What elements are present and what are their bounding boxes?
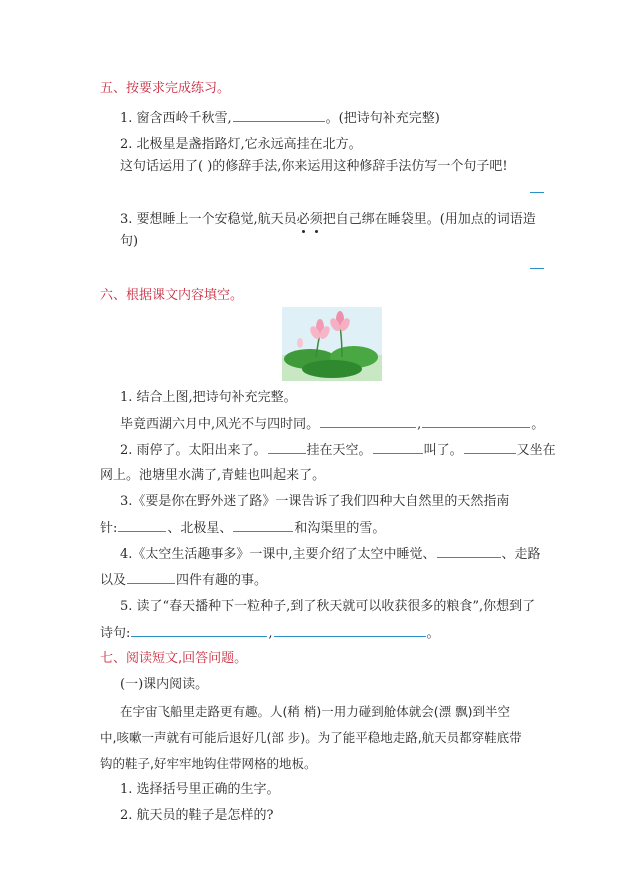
sec6-q1-comma: , bbox=[417, 417, 422, 432]
sec5-q3-dotted-char-1: 必 bbox=[296, 212, 310, 227]
sec5-q3-line1 bbox=[120, 211, 536, 229]
sec6-q2-line2: 网上。池塘里水满了,青蛙也叫起来了。 bbox=[100, 468, 326, 483]
sec6-q5-comma: , bbox=[268, 626, 273, 641]
sec6-q4-blank-1[interactable] bbox=[437, 545, 501, 558]
sec6-q4-line1 bbox=[120, 545, 541, 564]
section-6-title: 六、根据课文内容填空。 bbox=[100, 288, 244, 303]
sec6-q2-text-a1: 2. 雨停了。太阳出来了。 bbox=[120, 443, 267, 458]
sec6-q4-text-b1: 以及 bbox=[100, 573, 127, 588]
sec6-q3-text-b3: 和沟渠里的雪。 bbox=[294, 521, 386, 536]
sec5-q3-text-a1: 3. 要想睡上一个安稳觉,航天员 bbox=[120, 212, 297, 227]
sec6-q5-line2 bbox=[100, 624, 440, 643]
sec6-q4-text-a2: 、走路 bbox=[501, 547, 541, 562]
sec6-q1-line1: 1. 结合上图,把诗句补充完整。 bbox=[120, 390, 297, 405]
sec6-q5-line1: 5. 读了“春天播种下一粒种子,到了秋天就可以收获很多的粮食”,你想到了 bbox=[120, 599, 536, 614]
sec6-q2-blank-2[interactable] bbox=[373, 441, 423, 454]
sec6-q3-blank-2[interactable] bbox=[233, 519, 293, 532]
sec5-q3-line2: 句) bbox=[120, 234, 139, 249]
sec6-q3-line2 bbox=[100, 519, 385, 538]
sec7-q2: 2. 航天员的鞋子是怎样的? bbox=[120, 808, 274, 823]
sec6-q3-line1: 3.《要是你在野外迷了路》一课告诉了我们四种大自然里的天然指南 bbox=[120, 494, 510, 509]
sec5-q3-answer-line[interactable] bbox=[530, 268, 544, 269]
sec5-q1-blank[interactable] bbox=[233, 109, 325, 122]
sec6-q1-line2 bbox=[120, 415, 544, 434]
sec7-q1: 1. 选择括号里正确的生字。 bbox=[120, 782, 280, 797]
lotus-picture-icon bbox=[282, 307, 382, 381]
sec6-q2-text-a2: 挂在天空。 bbox=[306, 443, 372, 458]
sec6-q2-text-a3: 叫了。 bbox=[423, 443, 463, 458]
sec7-passage-line-3: 钩的鞋子,好牢牢地钩住带网格的地板。 bbox=[100, 756, 317, 771]
sec6-q5-blank-2[interactable] bbox=[274, 624, 426, 637]
sec5-q1-text-a: 1. 窗含西岭千秋雪, bbox=[120, 111, 232, 126]
sec6-q2-blank-1[interactable] bbox=[268, 441, 306, 454]
sec6-q4-text-a1: 4.《太空生活趣事多》一课中,主要介绍了太空中睡觉、 bbox=[120, 547, 436, 562]
sec7-passage-line-2: 中,咳嗽一声就有可能后退好几(部 步)。为了能平稳地走路,航天员都穿鞋底带 bbox=[100, 730, 522, 745]
section-7-title: 七、阅读短文,回答问题。 bbox=[100, 651, 248, 666]
sec5-q2-line1: 2. 北极星是盏指路灯,它永远高挂在北方。 bbox=[120, 137, 362, 152]
sec5-q1 bbox=[120, 109, 440, 128]
sec6-q3-text-b1: 针: bbox=[100, 521, 118, 536]
sec6-q5-blank-1[interactable] bbox=[131, 624, 267, 637]
sec5-q3-dotted-char-2: 须 bbox=[309, 212, 323, 227]
sec5-q3-text-a2: 把自己绑在睡袋里。(用加点的词语造 bbox=[322, 212, 536, 227]
sec6-q5-period: 。 bbox=[426, 626, 440, 641]
sec6-q2-text-a4: 又坐在 bbox=[516, 443, 556, 458]
sec6-q1-blank-2[interactable] bbox=[422, 415, 530, 428]
sec7-passage-line-1: 在宇宙飞船里走路更有趣。人(稍 梢)一用力碰到舱体就会(漂 飘)到半空 bbox=[120, 704, 510, 719]
sec6-q1-text: 毕竟西湖六月中,风光不与四时同。 bbox=[120, 417, 320, 432]
sec6-q4-blank-2[interactable] bbox=[127, 571, 175, 584]
sec6-q3-blank-1[interactable] bbox=[118, 519, 166, 532]
sec5-q2-answer-line[interactable] bbox=[530, 192, 544, 193]
sec6-q4-line2 bbox=[100, 571, 267, 590]
sec5-q1-text-b: 。(把诗句补充完整) bbox=[325, 111, 440, 126]
sec6-q4-text-b2: 四件有趣的事。 bbox=[176, 573, 268, 588]
section-5-title: 五、按要求完成练习。 bbox=[100, 81, 231, 96]
sec6-q2-line1 bbox=[120, 441, 556, 460]
sec6-q3-text-b2: 、北极星、 bbox=[167, 521, 233, 536]
sec6-q1-blank-1[interactable] bbox=[320, 415, 416, 428]
sec6-q1-period: 。 bbox=[531, 417, 545, 432]
sec5-q2-line2: 这句话运用了( )的修辞手法,你来运用这种修辞手法仿写一个句子吧! bbox=[120, 159, 508, 174]
sec6-q2-blank-3[interactable] bbox=[464, 441, 516, 454]
sec6-q5-text-b1: 诗句: bbox=[100, 626, 131, 641]
sec7-subtitle: (一)课内阅读。 bbox=[120, 677, 209, 692]
